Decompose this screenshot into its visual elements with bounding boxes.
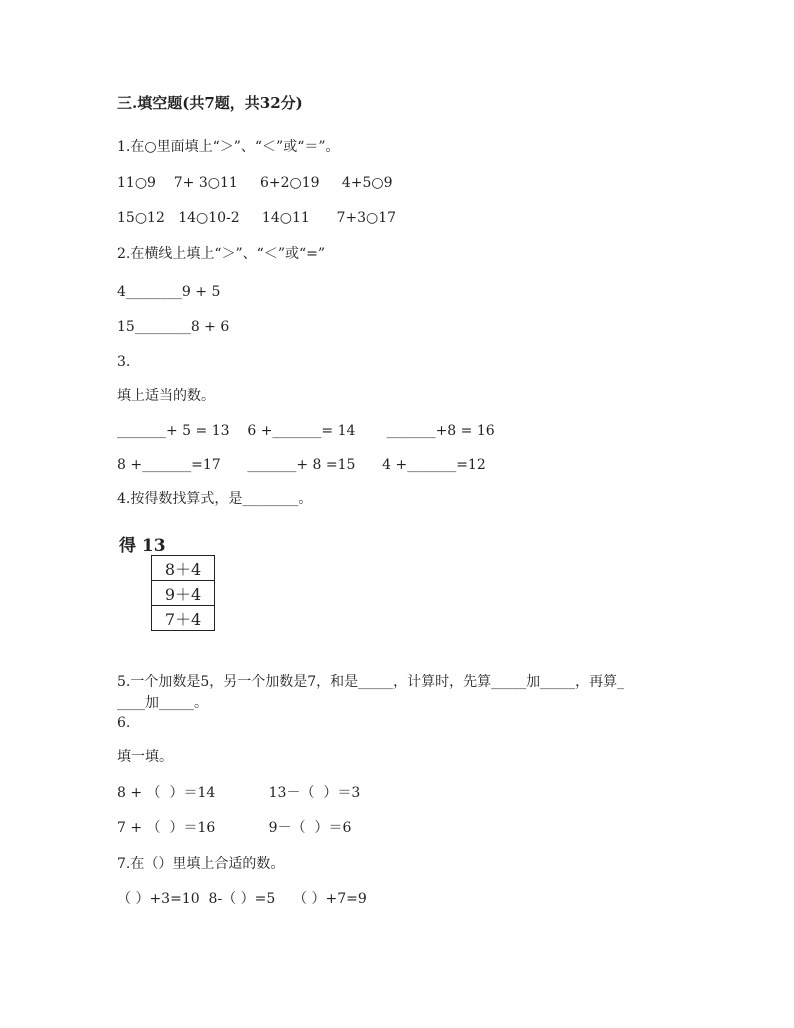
q1-row-1: 11○9 7+ 3○11 6+2○19 4+5○9 — [117, 175, 393, 191]
q7-row-1: （ ）+3=10 8-（ ）=5 （ ）+7=9 — [117, 891, 367, 907]
q6-row-2: 7 + （ ）＝16 9－（ ）＝6 — [117, 820, 352, 836]
q6-prompt: 填一填。 — [117, 749, 173, 765]
q5-line-2: ____加_____。 — [117, 695, 208, 711]
q4-target-label: 得 13 — [119, 536, 166, 556]
q5-line-1: 5.一个加数是5，另一个加数是7，和是_____，计算时，先算_____加_____，再算_ — [117, 674, 625, 690]
q2-prompt: 2.在横线上填上“＞”、“＜”或“=” — [117, 246, 326, 262]
section-title: 三.填空题(共7题，共32分) — [117, 94, 303, 112]
q4-option: 8＋4 — [152, 556, 215, 581]
q7-prompt: 7.在（）里填上合适的数。 — [117, 856, 285, 872]
q2-line-2: 15________8 + 6 — [117, 319, 230, 335]
q4-prompt: 4.按得数找算式，是________。 — [117, 491, 313, 507]
q6-number: 6. — [117, 715, 131, 731]
q4-option: 9＋4 — [152, 581, 215, 606]
q6-row-1: 8 + （ ）＝14 13－（ ）＝3 — [117, 785, 361, 801]
q2-line-1: 4________9 + 5 — [117, 284, 221, 300]
q3-prompt: 填上适当的数。 — [117, 388, 215, 404]
q3-number: 3. — [117, 354, 131, 370]
q4-options-table — [151, 555, 215, 631]
q3-row-2: 8 +_______=17 _______+ 8 =15 4 +_______=12 — [117, 457, 486, 473]
q1-prompt: 1.在○里面填上“＞”、“＜”或“＝”。 — [117, 139, 340, 155]
q3-row-1: _______+ 5 = 13 6 +_______= 14 _______+8 = 16 — [117, 423, 495, 439]
q4-option: 7＋4 — [152, 606, 215, 631]
q1-row-2: 15○12 14○10-2 14○11 7+3○17 — [117, 210, 397, 226]
